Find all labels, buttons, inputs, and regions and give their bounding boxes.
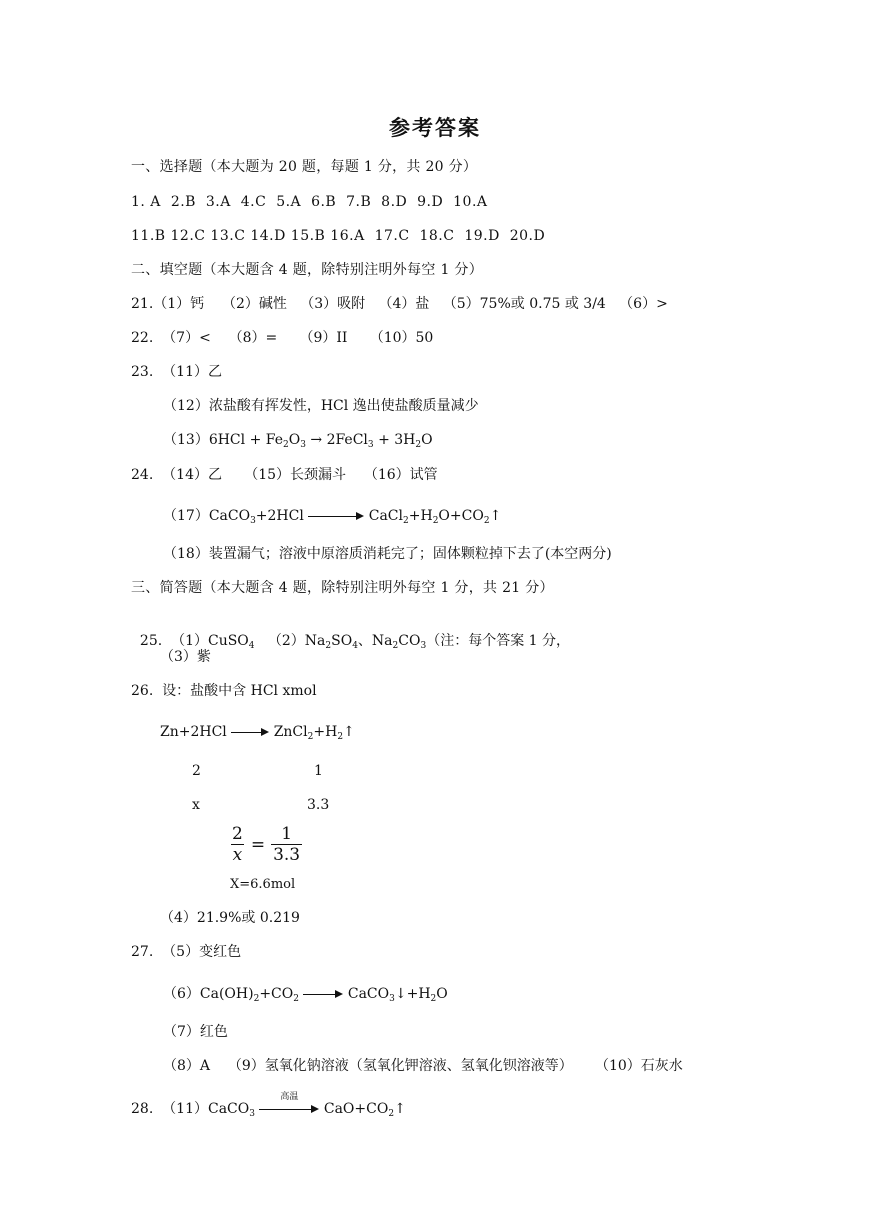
q27-equation-6: $(6)Ca(OH)_2+CO_2$ $CaCO_3↓+H_2O$ — [163, 986, 448, 1004]
choice-answers-row-1: 1. A 2.B 3.A 4.C 5.A 6.B 7.B 8.D 9.D 10.A — [131, 194, 488, 210]
q25-answer-3: （3）紫 — [160, 649, 211, 665]
q26-ratio-1: 1 — [314, 763, 323, 779]
q26-answer-4: （4）21.9%或 0.219 — [160, 910, 300, 926]
q26-proportion — [230, 824, 302, 865]
reaction-arrow-icon — [303, 989, 343, 999]
q26-result: X=6.6mol — [230, 877, 296, 892]
q26-ratio-2: 2 — [192, 763, 201, 779]
q26-ratio-3.3: 3.3 — [307, 797, 330, 813]
choice-answers-row-2: 11.B 12.C 13.C 14.D 15.B 16.A 17.C 18.C 19.D 20.D — [131, 228, 546, 244]
q27-answer-7: （7）红色 — [163, 1024, 228, 1040]
reaction-arrow-icon — [308, 511, 364, 521]
q22-answers: 22. （7）< （8）= （9）II （10）50 — [131, 330, 434, 346]
reaction-arrow-icon — [231, 727, 269, 737]
section-heading-short-answer: 三、简答题（本大题含 4 题，除特别注明外每空 1 分，共 21 分） — [131, 580, 554, 596]
fraction-numerator: 1 — [281, 824, 293, 844]
section-heading-choice: 一、选择题（本大题为 20 题，每题 1 分，共 20 分） — [131, 159, 478, 175]
reaction-condition: 高温 — [280, 1092, 299, 1102]
fraction-numerator: 2 — [232, 824, 243, 844]
q23-equation-13: $(13)6HCl + Fe_2O_3$ → 2FeCl$_3$ + $3H_2O$ — [163, 432, 433, 450]
q26-setup: 26. 设：盐酸中含 HCl xmol — [131, 683, 317, 699]
q25-answers: 25. （1）CuSO$_4$ $(2)Na_2SO_4$、$Na_2CO_3$（注：每个答案 1 分， — [139, 633, 571, 651]
section-heading-fill: 二、填空题（本大题含 4 题，除特别注明外每空 1 分） — [131, 262, 484, 278]
q24-equation-17: （17）CaCO$_3$+2HCl $CaCl_2+H_2O+CO_2↑$ — [163, 508, 502, 526]
q24-answers: 24. （14）乙 （15）长颈漏斗 （16）试管 — [131, 467, 438, 483]
reaction-arrow-icon — [259, 1092, 319, 1114]
q28-equation-11: 28. （11）CaCO$_3$ 高温 $CaO+CO_2↑$ — [131, 1092, 406, 1119]
q27-answer-5: 27. （5）变红色 — [131, 944, 242, 960]
q24-answer-18: （18）装置漏气；溶液中原溶质消耗完了；固体颗粒掉下去了(本空两分) — [163, 546, 612, 562]
equals-sign: = — [250, 834, 266, 855]
fraction-denominator: x — [232, 845, 243, 865]
fraction-denominator: 3.3 — [273, 845, 301, 865]
q26-equation: Zn+2HCl $ZnCl_2+H_2↑$ — [160, 724, 355, 742]
q26-ratio-x: x — [192, 797, 200, 813]
q23-answer-11: 23. （11）乙 — [131, 364, 222, 380]
q23-answer-12: （12）浓盐酸有挥发性，HCl 逸出使盐酸质量减少 — [163, 398, 479, 414]
page-title: 参考答案 — [389, 115, 481, 140]
q21-answers: 21.（1）钙 （2）碱性 （3）吸附 （4）盐 （5）75%或 0.75 或 3/4 （6）> — [131, 296, 668, 312]
q27-answers-8-10: （8）A （9）氢氧化钠溶液（氢氧化钾溶液、氢氧化钡溶液等） （10）石灰水 — [163, 1058, 683, 1074]
